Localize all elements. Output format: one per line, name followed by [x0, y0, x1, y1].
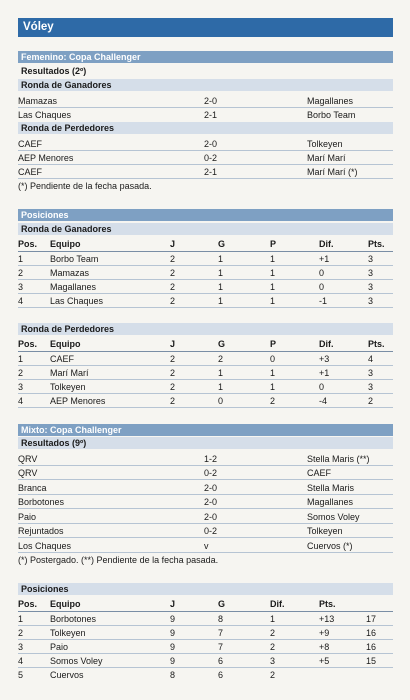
home-team: CAEF	[18, 167, 43, 177]
divider	[18, 537, 393, 538]
pos: 1	[18, 254, 24, 264]
pos: 2	[18, 268, 24, 278]
team: Cuervos	[50, 670, 84, 680]
home-team: CAEF	[18, 139, 43, 149]
dif: +1	[319, 254, 330, 264]
p: 1	[270, 268, 276, 278]
score: 2-0	[204, 483, 218, 493]
j: 8	[170, 670, 176, 680]
j: 9	[170, 642, 176, 652]
pos: 1	[18, 354, 24, 364]
pos-perdedores-title: Ronda de Perdedores	[21, 324, 115, 334]
g: 1	[218, 268, 224, 278]
g: 6	[218, 670, 224, 680]
score: 2-1	[204, 110, 218, 120]
pts: 3	[368, 296, 374, 306]
divider	[18, 552, 393, 553]
mixto-section-header	[18, 424, 393, 436]
j: 2	[170, 296, 176, 306]
score: 2-0	[204, 497, 218, 507]
mixto-section-title: Mixto: Copa Challenger	[21, 425, 122, 435]
g: 1	[218, 368, 224, 378]
col-team: Equipo	[50, 599, 81, 609]
divider	[18, 307, 393, 308]
divider	[18, 407, 393, 408]
pts: 3	[368, 368, 374, 378]
g: 2	[218, 354, 224, 364]
team: Paio	[50, 642, 69, 652]
divider	[18, 251, 393, 252]
away-team: Magallanes	[307, 497, 354, 507]
col-dif: Dif.	[319, 339, 334, 349]
p: 1	[270, 254, 276, 264]
g: 0	[218, 396, 224, 406]
home-team: Branca	[18, 483, 47, 493]
pos: 3	[18, 382, 24, 392]
team: Tolkeyen	[50, 382, 86, 392]
col-j: J	[170, 339, 176, 349]
g: 1	[218, 254, 224, 264]
j: 2	[170, 382, 176, 392]
p: 1	[270, 382, 276, 392]
p: 2	[270, 396, 276, 406]
home-team: Las Chaques	[18, 110, 72, 120]
score: 0-2	[204, 526, 218, 536]
col-dif: Dif.	[270, 599, 285, 609]
mixto-results-header	[18, 437, 393, 449]
pos-ganadores-header	[18, 223, 393, 235]
home-team: Paio	[18, 512, 37, 522]
p: 2	[270, 642, 276, 652]
team: Las Chaques	[50, 296, 104, 306]
pts: 3	[368, 282, 374, 292]
fem-section-title: Femenino: Copa Challenger	[21, 52, 141, 62]
fem-results-title: Resultados (2º)	[21, 66, 87, 76]
divider	[18, 479, 393, 480]
score: 2-1	[204, 167, 218, 177]
home-team: QRV	[18, 454, 38, 464]
pos: 3	[18, 642, 24, 652]
away-team: CAEF	[307, 468, 332, 478]
dif: -1	[319, 296, 328, 306]
col-pos: Pos.	[18, 339, 38, 349]
pos: 4	[18, 396, 24, 406]
col-team: Equipo	[50, 239, 81, 249]
col-dif: Dif.	[319, 239, 334, 249]
team: Borbo Team	[50, 254, 99, 264]
pos: 4	[18, 296, 24, 306]
j: 2	[170, 368, 176, 378]
divider	[18, 365, 393, 366]
away-team: Tolkeyen	[307, 526, 343, 536]
g: 6	[218, 656, 224, 666]
g: 1	[218, 282, 224, 292]
pts: 4	[368, 354, 374, 364]
p: 1	[270, 368, 276, 378]
divider	[18, 178, 393, 179]
dif: +13	[319, 614, 335, 624]
p: 0	[270, 354, 276, 364]
title-bar	[18, 18, 393, 37]
divider	[18, 351, 393, 352]
team: Mamazas	[50, 268, 90, 278]
score: 1-2	[204, 454, 218, 464]
col-pos: Pos.	[18, 599, 38, 609]
pts: 3	[368, 268, 374, 278]
j: 2	[170, 282, 176, 292]
p: 3	[270, 656, 276, 666]
dif: +3	[319, 354, 330, 364]
dif: +1	[319, 368, 330, 378]
pos-ganadores-title: Ronda de Ganadores	[21, 224, 112, 234]
col-g: G	[218, 239, 226, 249]
divider	[18, 164, 393, 165]
g: 7	[218, 642, 224, 652]
pos-section-header	[18, 209, 393, 221]
col-pts: Pts.	[319, 599, 336, 609]
col-team: Equipo	[50, 339, 81, 349]
dif: -4	[319, 396, 328, 406]
page-title: Vóley	[23, 21, 54, 33]
away-team: Marí Marí	[307, 153, 346, 163]
g: 1	[218, 296, 224, 306]
pts: 16	[366, 642, 377, 652]
divider	[18, 625, 393, 626]
pos: 2	[18, 628, 24, 638]
dif: +5	[319, 656, 330, 666]
pos: 3	[18, 282, 24, 292]
j: 2	[170, 268, 176, 278]
dif: +9	[319, 628, 330, 638]
dif: 0	[319, 282, 325, 292]
pts: 15	[366, 656, 377, 666]
j: 9	[170, 656, 176, 666]
dif: +8	[319, 642, 330, 652]
fem-ganadores-title: Ronda de Ganadores	[21, 80, 112, 90]
pos: 1	[18, 614, 24, 624]
team: Somos Voley	[50, 656, 103, 666]
home-team: Los Chaques	[18, 541, 72, 551]
away-team: Borbo Team	[307, 110, 356, 120]
col-p: P	[270, 239, 277, 249]
mixto-pos-header	[18, 583, 393, 595]
pts: 3	[368, 382, 374, 392]
home-team: AEP Menores	[18, 153, 74, 163]
col-pts: Pts.	[368, 239, 385, 249]
divider	[18, 265, 393, 266]
divider	[18, 379, 393, 380]
divider	[18, 667, 393, 668]
team: Tolkeyen	[50, 628, 86, 638]
pts: 16	[366, 628, 377, 638]
team: Magallanes	[50, 282, 97, 292]
divider	[18, 465, 393, 466]
pos-section-title: Posiciones	[21, 210, 69, 220]
pos-perdedores-header	[18, 323, 393, 335]
col-g: G	[218, 339, 226, 349]
away-team: Somos Voley	[307, 512, 360, 522]
divider	[18, 150, 393, 151]
p: 2	[270, 628, 276, 638]
mixto-footnote: (*) Postergado. (**) Pendiente de la fecha pasada.	[18, 555, 219, 565]
away-team: Stella Maris	[307, 483, 355, 493]
divider	[18, 393, 393, 394]
score: 2-0	[204, 512, 218, 522]
divider	[18, 611, 393, 612]
pts: 2	[368, 396, 374, 406]
divider	[18, 494, 393, 495]
away-team: Magallanes	[307, 96, 354, 106]
divider	[18, 639, 393, 640]
pos: 4	[18, 656, 24, 666]
fem-ganadores-header	[18, 79, 393, 91]
j: 2	[170, 396, 176, 406]
divider	[18, 523, 393, 524]
pts: 17	[366, 614, 377, 624]
g: 7	[218, 628, 224, 638]
divider	[18, 279, 393, 280]
p: 2	[270, 670, 276, 680]
home-team: QRV	[18, 468, 38, 478]
fem-perdedores-header	[18, 122, 393, 134]
mixto-results-title: Resultados (9º)	[21, 438, 87, 448]
col-pos: Pos.	[18, 239, 38, 249]
fem-footnote: (*) Pendiente de la fecha pasada.	[18, 181, 152, 191]
team: CAEF	[50, 354, 75, 364]
j: 2	[170, 354, 176, 364]
fem-perdedores-title: Ronda de Perdedores	[21, 123, 115, 133]
fem-section-header	[18, 51, 393, 63]
home-team: Borbotones	[18, 497, 65, 507]
score: 2-0	[204, 96, 218, 106]
divider	[18, 508, 393, 509]
pts: 3	[368, 254, 374, 264]
dif: 0	[319, 382, 325, 392]
score: 0-2	[204, 468, 218, 478]
divider	[18, 107, 393, 108]
team: Marí Marí	[50, 368, 89, 378]
away-team: Marí Marí (*)	[307, 167, 358, 177]
dif: 0	[319, 268, 325, 278]
p: 1	[270, 282, 276, 292]
col-p: P	[270, 339, 277, 349]
j: 9	[170, 628, 176, 638]
p: 1	[270, 296, 276, 306]
divider	[18, 653, 393, 654]
pos: 2	[18, 368, 24, 378]
g: 1	[218, 382, 224, 392]
home-team: Rejuntados	[18, 526, 64, 536]
away-team: Cuervos (*)	[307, 541, 353, 551]
score: 0-2	[204, 153, 218, 163]
score: v	[204, 541, 209, 551]
p: 1	[270, 614, 276, 624]
team: Borbotones	[50, 614, 97, 624]
home-team: Mamazas	[18, 96, 58, 106]
away-team: Stella Maris (**)	[307, 454, 370, 464]
g: 8	[218, 614, 224, 624]
score: 2-0	[204, 139, 218, 149]
col-pts: Pts.	[368, 339, 385, 349]
col-j: J	[170, 239, 176, 249]
divider	[18, 293, 393, 294]
away-team: Tolkeyen	[307, 139, 343, 149]
team: AEP Menores	[50, 396, 106, 406]
col-j: J	[170, 599, 176, 609]
col-g: G	[218, 599, 226, 609]
j: 2	[170, 254, 176, 264]
mixto-pos-title: Posiciones	[21, 584, 69, 594]
pos: 5	[18, 670, 24, 680]
j: 9	[170, 614, 176, 624]
